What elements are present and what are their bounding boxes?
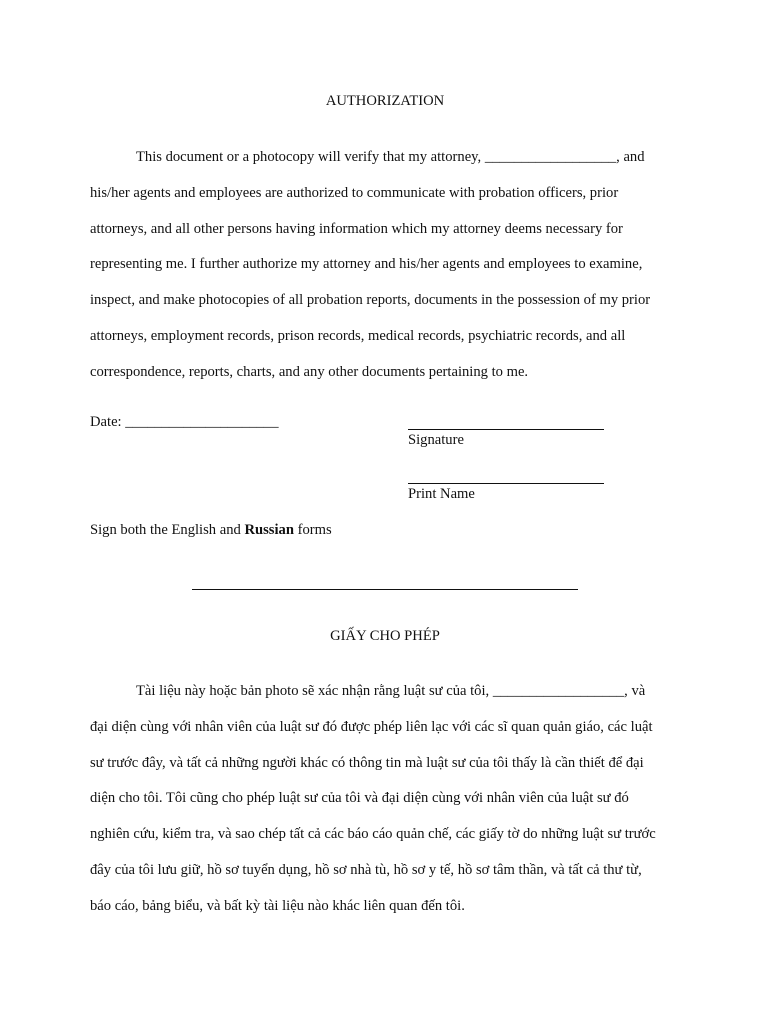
vietnamese-paragraph-line: báo cáo, bảng biểu, và bất kỳ tài liệu nào khác liên quan đến tôi. [90,897,465,914]
vietnamese-paragraph-line: Tài liệu này hoặc bản photo sẽ xác nhận rằng luật sư của tôi, __________________, và [136,683,646,699]
vietnamese-paragraph-line: đại diện cùng với nhân viên của luật sư đó được phép liên lạc với các sĩ quan quản giáo, các luật [90,718,653,735]
sign-note-text: forms [293,522,332,538]
english-paragraph-line: inspect, and make photocopies of all probation reports, documents in the possession of my prior [90,292,651,309]
vietnamese-paragraph-line: đây của tôi lưu giữ, hồ sơ tuyển dụng, hồ sơ nhà tù, hồ sơ y tế, hồ sơ tâm thần, và tất cả thư từ, [90,861,642,878]
vietnamese-paragraph-line: nghiên cứu, kiểm tra, và sao chép tất cả các báo cáo quản chế, các giấy tờ do những luật sư trước [90,826,656,843]
section-divider [192,589,578,590]
sign-both-forms-note [90,522,332,539]
vietnamese-title: GIẤY CHO PHÉP [330,628,440,644]
sign-note-text: Sign both the English and [90,522,245,538]
date-field-label: Date: _____________________ [90,414,279,430]
print-name-line [408,483,604,484]
english-paragraph-line: attorneys, and all other persons having information which my attorney deems necessary for [90,220,623,237]
english-paragraph-line: his/her agents and employees are authorized to communicate with probation officers, prior [90,184,619,201]
print-name-label: Print Name [408,486,475,502]
english-title: AUTHORIZATION [325,93,445,109]
signature-line [408,429,604,430]
english-paragraph-line: attorneys, employment records, prison records, medical records, psychiatric records, and all [90,327,626,344]
english-paragraph-line: This document or a photocopy will verify that my attorney, __________________, and [136,149,645,165]
english-authorization-paragraph [90,140,675,391]
signature-label: Signature [408,432,464,448]
vietnamese-paragraph-line: sư trước đây, và tất cả những người khác có thông tin mà luật sư của tôi thấy là cần thiết để đại [90,754,644,771]
sign-note-bold-text: Russian [244,522,294,538]
english-paragraph-line: representing me. I further authorize my attorney and his/her agents and employees to examine, [90,256,643,273]
vietnamese-authorization-paragraph [90,674,675,925]
english-paragraph-line: correspondence, reports, charts, and any other documents pertaining to me. [90,363,529,380]
vietnamese-paragraph-line: diện cho tôi. Tôi cũng cho phép luật sư của tôi và đại diện cùng với nhân viên của luật sư đó [90,790,629,807]
